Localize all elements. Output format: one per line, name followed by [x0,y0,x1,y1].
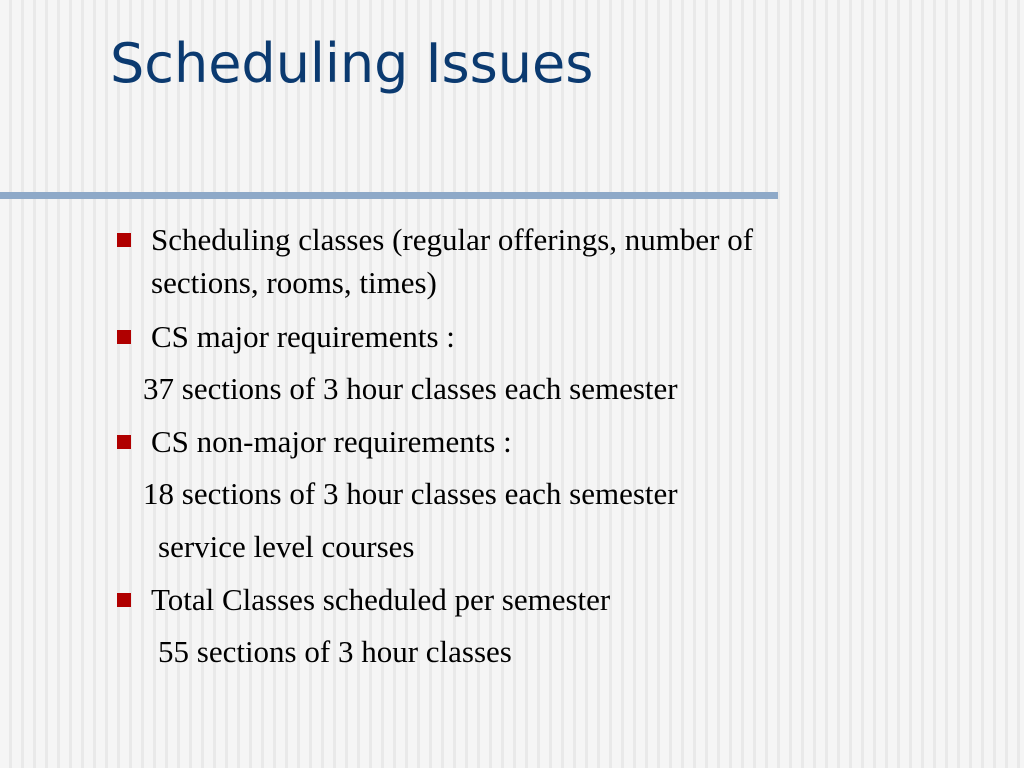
bullet-item-2-sub-1: 37 sections of 3 hour classes each semester [143,371,678,406]
bullet-item-3-line-1: CS non-major requirements : [151,424,512,459]
bullet-square-icon [117,593,131,607]
bullet-item-3-sub-1: 18 sections of 3 hour classes each semester [143,476,678,511]
bullet-square-icon [117,435,131,449]
bullet-square-icon [117,233,131,247]
slide-title: Scheduling Issues [110,32,594,95]
bullet-item-1-line-2: sections, rooms, times) [151,265,437,300]
bullet-square-icon [117,330,131,344]
bullet-item-1-line-1: Scheduling classes (regular offerings, number of [151,222,754,257]
bullet-item-2-line-1: CS major requirements : [151,319,455,354]
bullet-item-4-line-1: Total Classes scheduled per semester [151,582,611,617]
bullet-item-3-sub-2: service level courses [158,529,415,564]
bullet-item-4-sub-1: 55 sections of 3 hour classes [158,634,512,669]
